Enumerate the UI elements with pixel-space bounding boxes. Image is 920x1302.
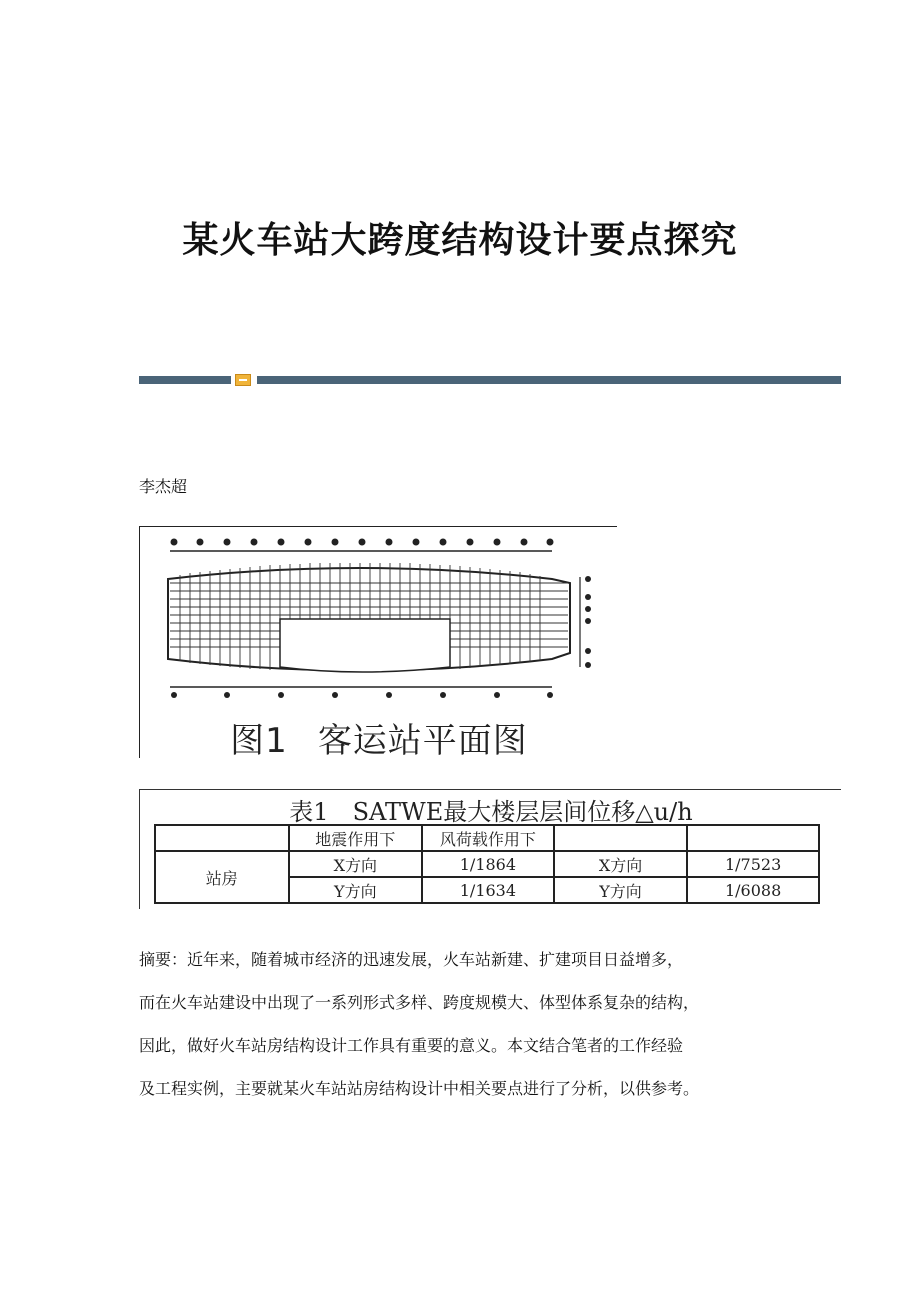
abstract-line: 而在火车站建设中出现了一系列形式多样、跨度规模大、体型体系复杂的结构， <box>139 993 700 1012</box>
divider-badge-icon <box>235 374 251 386</box>
axis-markers-right <box>585 576 591 668</box>
table-row-label: 站房 <box>155 851 289 903</box>
table-header-cell <box>155 825 289 851</box>
section-divider <box>139 374 841 386</box>
table-row <box>155 851 819 877</box>
axis-markers-bottom <box>171 692 553 698</box>
table-header-cell: 地震作用下 <box>289 825 423 851</box>
table-cell: 1/6088 <box>687 877 819 903</box>
figure-floor-plan <box>139 526 617 761</box>
figure-caption-number: 图1 <box>230 721 288 761</box>
displacement-table <box>154 824 820 904</box>
floor-plan-drawing <box>140 527 618 717</box>
table-cell: 1/7523 <box>687 851 819 877</box>
figure-caption <box>140 713 618 762</box>
table-header-row <box>155 825 819 851</box>
abstract <box>139 938 829 1110</box>
author-name: 李杰超 <box>139 477 188 496</box>
table-cell: Y方向 <box>554 877 688 903</box>
table-cell: 1/1634 <box>422 877 554 903</box>
table-cell: X方向 <box>289 851 423 877</box>
axis-markers-top <box>171 539 553 545</box>
abstract-line: 因此，做好火车站房结构设计工作具有重要的意义。本文结合笔者的工作经验 <box>139 1036 684 1055</box>
table-cell: X方向 <box>554 851 688 877</box>
table-header-cell <box>687 825 819 851</box>
table-cell: Y方向 <box>289 877 423 903</box>
table-title: 表1 SATWE最大楼层层间位移△u/h <box>289 798 693 826</box>
abstract-line: 及工程实例，主要就某火车站站房结构设计中相关要点进行了分析，以供参考。 <box>139 1079 700 1098</box>
document-title: 某火车站大跨度结构设计要点探究 <box>182 219 738 261</box>
table-header-cell: 风荷载作用下 <box>422 825 554 851</box>
abstract-line: 摘要：近年来，随着城市经济的迅速发展，火车站新建、扩建项目日益增多， <box>139 950 684 969</box>
figure-caption-text: 客运站平面图 <box>317 721 528 761</box>
divider-right-bar <box>257 376 841 384</box>
table-displacement <box>139 789 841 909</box>
table-header-cell <box>554 825 688 851</box>
table-cell: 1/1864 <box>422 851 554 877</box>
divider-left-bar <box>139 376 231 384</box>
